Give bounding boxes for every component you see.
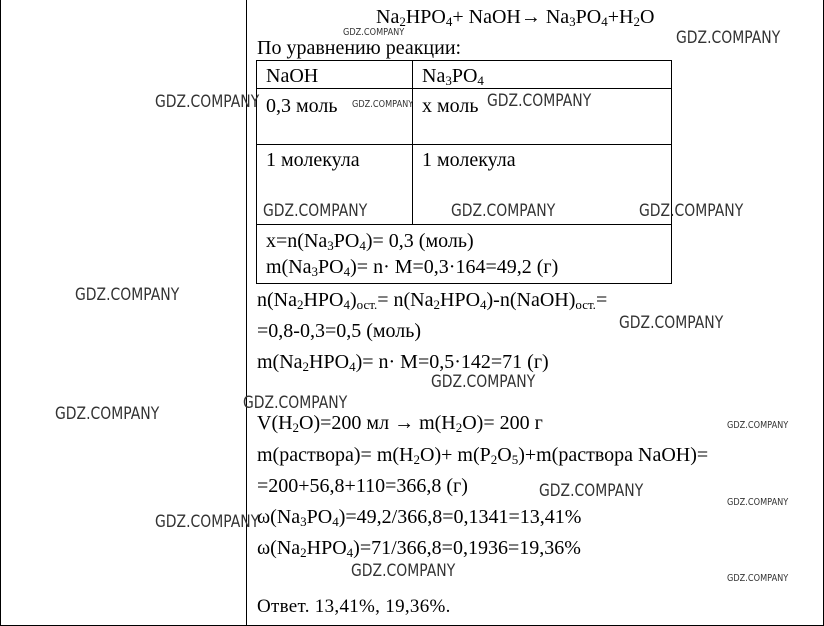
table-cell-na3po4-moles: x моль xyxy=(422,95,479,117)
watermark: GDZ.COMPANY xyxy=(539,481,644,501)
frame-left-border xyxy=(0,0,1,626)
table-cell-na3po4-ratio: 1 молекула xyxy=(422,149,516,171)
calc-line-na3po4-fraction: $\omega(Na_3PO_4)=49,2/366,8=0,1341=13,41\%$ xyxy=(257,506,582,529)
watermark: GDZ.COMPANY xyxy=(727,573,789,584)
watermark: GDZ.COMPANY xyxy=(619,313,724,333)
table-cell-naoh-moles: 0,3 моль xyxy=(266,95,338,117)
watermark: GDZ.COMPANY xyxy=(727,497,789,508)
calc-line-solution-mass: m(раствора)= $m(H_2O)+$ $m(P_2O_5)+m(раствора$ NaOH)= xyxy=(257,444,709,467)
watermark: GDZ.COMPANY xyxy=(343,27,405,38)
table-column-rule xyxy=(412,61,413,224)
stoichiometry-table xyxy=(256,60,672,284)
watermark: GDZ.COMPANY xyxy=(451,201,556,221)
table-header-naoh: NaOH xyxy=(266,65,319,87)
watermark: GDZ.COMPANY xyxy=(155,92,260,112)
watermark: GDZ.COMPANY xyxy=(75,285,180,305)
calc-line-na2hpo4-fraction: $\omega(Na_2HPO_4)=71/366,8=0,1936=19,36\%$ xyxy=(257,537,581,560)
reaction-equation: $Na_2HPO_4+$ NaOH→ $Na_3PO_4+H_2O$ xyxy=(376,6,655,29)
table-header-na3po4: $Na_3PO_4$ xyxy=(422,65,484,88)
table-result-mass: $m(Na_3PO_4)= n\cdot M=0,3\cdot 164=49,2$ (г) xyxy=(266,256,559,279)
calc-line-remaining-moles: $n(Na_2HPO_4)_{ост.}=$ $n(Na_2HPO_4)-n(NaOH)_{ост.}=$ xyxy=(257,289,608,312)
watermark: GDZ.COMPANY xyxy=(263,201,368,221)
table-rule xyxy=(257,144,671,145)
watermark: GDZ.COMPANY xyxy=(639,201,744,221)
watermark: GDZ.COMPANY xyxy=(676,28,781,48)
calc-line-na2hpo4-mass: $m(Na_2HPO_4)= n\cdot M=0,5\cdot 142=71$ (г) xyxy=(257,351,549,374)
answer-line: Ответ. 13,41%, 19,36%. xyxy=(257,596,451,617)
calc-line-water: $V(H_2O)=200$ мл → $m(H_2O)= 200$ г xyxy=(257,412,543,435)
calc-line-remaining-value: =0,8-0,3=0,5 (моль) xyxy=(257,320,422,342)
watermark: GDZ.COMPANY xyxy=(487,91,592,111)
watermark: GDZ.COMPANY xyxy=(431,372,536,392)
watermark: GDZ.COMPANY xyxy=(243,393,348,413)
by-equation-label: По уравнению реакции: xyxy=(257,37,462,59)
calc-line-solution-value: =200+56,8+110=366,8 (г) xyxy=(257,475,468,497)
watermark: GDZ.COMPANY xyxy=(351,561,456,581)
watermark: GDZ.COMPANY xyxy=(352,99,414,110)
watermark: GDZ.COMPANY xyxy=(155,512,260,532)
watermark: GDZ.COMPANY xyxy=(55,404,160,424)
watermark: GDZ.COMPANY xyxy=(727,420,789,431)
table-cell-naoh-ratio: 1 молекула xyxy=(266,149,360,171)
table-rule xyxy=(257,88,671,89)
table-result-x: $x=n(Na_3PO_4)= 0,3$ (моль) xyxy=(266,230,474,253)
table-rule xyxy=(257,224,671,225)
